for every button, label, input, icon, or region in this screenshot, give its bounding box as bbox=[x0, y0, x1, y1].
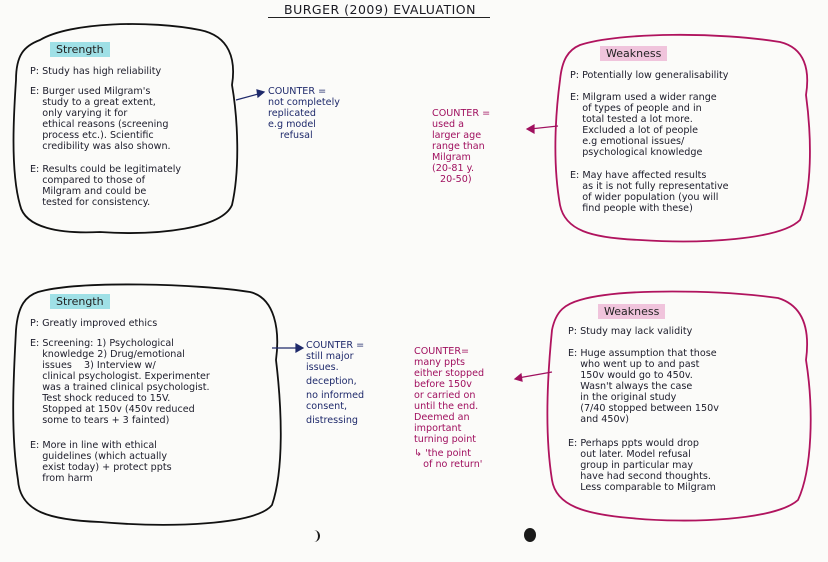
strength-explain-line: Stopped at 150v (450v reduced bbox=[30, 404, 195, 415]
title-underline bbox=[268, 17, 490, 18]
arrow-to-counter1 bbox=[236, 90, 264, 100]
weakness-explain-line: 150v would go to 450v. bbox=[568, 370, 693, 381]
counter-line: or carried on bbox=[414, 390, 476, 401]
strength-explain-line: Milgram and could be bbox=[30, 186, 147, 197]
weakness-explain-line: E: Milgram used a wider range bbox=[570, 92, 717, 103]
counter-line: until the end. bbox=[414, 401, 479, 412]
weakness-explain-line: E: May have affected results bbox=[570, 170, 707, 181]
counter-line: larger age bbox=[432, 130, 482, 141]
weakness-explain-line: group in particular may bbox=[568, 460, 694, 471]
counter-line: COUNTER = bbox=[432, 108, 491, 119]
weakness-explain-line: in the original study bbox=[568, 392, 677, 403]
strength-explain-line: some to tears + 3 fainted) bbox=[30, 415, 170, 426]
counter-line: used a bbox=[432, 119, 464, 130]
strength-explain-line: exist today) + protect ppts bbox=[30, 462, 172, 473]
counter-line: range than bbox=[432, 141, 485, 152]
counter-line: e.g model bbox=[268, 119, 316, 130]
counter-line: issues. bbox=[306, 362, 339, 373]
page-title: BURGER (2009) EVALUATION bbox=[284, 2, 476, 17]
weakness-explain-line: of types of people and in bbox=[570, 103, 702, 114]
counter-line: many ppts bbox=[414, 357, 465, 368]
counter-line: distressing bbox=[306, 415, 358, 426]
weakness-explain-line: find people with these) bbox=[570, 203, 693, 214]
strength-tag-bottom: Strength bbox=[50, 294, 110, 309]
weakness-explain-line: Less comparable to Milgram bbox=[568, 482, 716, 493]
strength-explain-line: E: Results could be legitimately bbox=[30, 164, 182, 175]
strength-explain-line: study to a great extent, bbox=[30, 97, 156, 108]
weakness-explain-line: of wider population (you will bbox=[570, 192, 719, 203]
counter-line: replicated bbox=[268, 108, 316, 119]
arrow-from-counter2 bbox=[527, 125, 558, 133]
weakness-explain-line: who went up to and past bbox=[568, 359, 700, 370]
counter-line: ↳ 'the point bbox=[414, 448, 471, 459]
weakness-explain-line: Wasn't always the case bbox=[568, 381, 693, 392]
strength-point-top: P: Study has high reliability bbox=[30, 66, 162, 77]
strength-explain-line: E: Burger used Milgram's bbox=[30, 86, 151, 97]
strength-explain-line: credibility was also shown. bbox=[30, 141, 171, 152]
counter-line: COUNTER = bbox=[268, 86, 327, 97]
weakness-explain-line: as it is not fully representative bbox=[570, 181, 729, 192]
strength-explain-line: only varying it for bbox=[30, 108, 128, 119]
strength-explain-line: guidelines (which actually bbox=[30, 451, 168, 462]
counter-line: not completely bbox=[268, 97, 340, 108]
weakness-explain-line: out later. Model refusal bbox=[568, 449, 691, 460]
weakness-explain-line: Excluded a lot of people bbox=[570, 125, 699, 136]
counter-line: deception, bbox=[306, 376, 357, 387]
weakness-explain-line: E: Huge assumption that those bbox=[568, 348, 717, 359]
strength-explain-line: tested for consistency. bbox=[30, 197, 151, 208]
counter-line: before 150v bbox=[414, 379, 472, 390]
counter-line: (20-81 y. bbox=[432, 163, 475, 174]
strength-explain-line: from harm bbox=[30, 473, 93, 484]
weakness-explain-line: E: Perhaps ppts would drop bbox=[568, 438, 699, 449]
weakness-point-top: P: Potentially low generalisability bbox=[570, 70, 729, 81]
weakness-explain-line: have had second thoughts. bbox=[568, 471, 711, 482]
counter-line: Milgram bbox=[432, 152, 471, 163]
counter-line: COUNTER= bbox=[414, 346, 470, 357]
counter-line: Deemed an bbox=[414, 412, 470, 423]
counter-line: still major bbox=[306, 351, 354, 362]
strength-explain-line: was a trained clinical psychologist. bbox=[30, 382, 210, 393]
strength-explain-line: compared to those of bbox=[30, 175, 146, 186]
weakness-explain-line: psychological knowledge bbox=[570, 147, 703, 158]
punch-hole bbox=[524, 528, 536, 542]
weakness-tag-bottom: Weakness bbox=[598, 304, 665, 319]
counter-line: of no return' bbox=[414, 459, 483, 470]
counter-line: COUNTER = bbox=[306, 340, 365, 351]
strength-point-bottom: P: Greatly improved ethics bbox=[30, 318, 158, 329]
strength-explain-line: clinical psychologist. Experimenter bbox=[30, 371, 210, 382]
strength-explain-line: issues 3) Interview w/ bbox=[30, 360, 156, 371]
weakness-explain-line: and 450v) bbox=[568, 414, 630, 425]
strength-explain-line: E: Screening: 1) Psychological bbox=[30, 338, 174, 349]
weakness-point-bottom: P: Study may lack validity bbox=[568, 326, 693, 337]
strength-explain-line: E: More in line with ethical bbox=[30, 440, 157, 451]
strength-tag-top: Strength bbox=[50, 42, 110, 57]
strength-explain-line: ethical reasons (screening bbox=[30, 119, 169, 130]
weakness-tag-top: Weakness bbox=[600, 46, 667, 61]
weakness-explain-line: e.g emotional issues/ bbox=[570, 136, 685, 147]
counter-line: important bbox=[414, 423, 462, 434]
counter-line: refusal bbox=[280, 130, 313, 141]
counter-line: either stopped bbox=[414, 368, 485, 379]
arrow-from-counter4 bbox=[515, 372, 552, 381]
strength-explain-line: knowledge 2) Drug/emotional bbox=[30, 349, 185, 360]
counter-line: turning point bbox=[414, 434, 477, 445]
weakness-explain-line: total tested a lot more. bbox=[570, 114, 693, 125]
strength-explain-line: Test shock reduced to 15V. bbox=[30, 393, 171, 404]
counter-line: 20-50) bbox=[440, 174, 472, 185]
counter-line: no informed bbox=[306, 390, 365, 401]
weakness-explain-line: (7/40 stopped between 150v bbox=[568, 403, 719, 414]
strength-explain-line: process etc.). Scientific bbox=[30, 130, 154, 141]
counter-line: consent, bbox=[306, 401, 348, 412]
